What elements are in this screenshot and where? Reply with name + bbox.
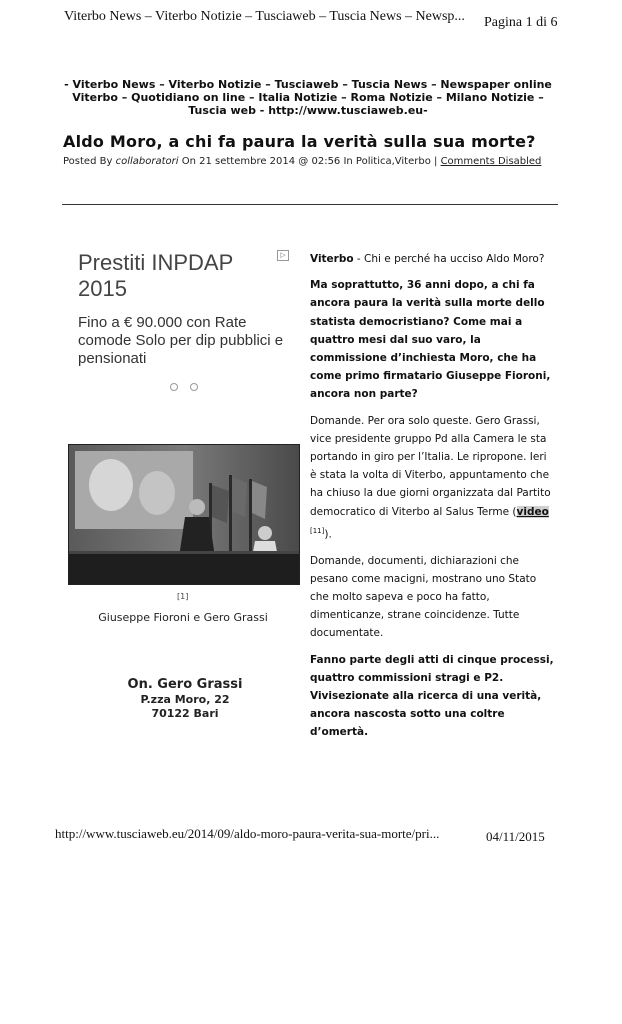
article-title: Aldo Moro, a chi fa paura la verità sulla sua morte? bbox=[63, 132, 536, 151]
paragraph bbox=[310, 250, 554, 268]
site-banner-line: Viterbo – Quotidiano on line – Italia Notizie – Roma Notizie – Milano Notizie – bbox=[72, 91, 544, 104]
print-header-page-number: Pagina 1 di 6 bbox=[484, 15, 558, 30]
dateline: Viterbo bbox=[310, 253, 354, 265]
ad-title-line[interactable]: 2015 bbox=[78, 276, 127, 301]
meta-posted-by: Posted By bbox=[63, 156, 113, 167]
video-ref: [11] bbox=[310, 526, 325, 535]
stamp-address bbox=[120, 693, 250, 721]
article-body bbox=[310, 250, 554, 750]
photo-ref: [1] bbox=[177, 592, 189, 601]
meta-author: collaboratori bbox=[115, 156, 179, 167]
paragraph bbox=[310, 412, 554, 544]
header-divider bbox=[62, 204, 558, 205]
site-banner-line: Tuscia web - http://www.tusciaweb.eu- bbox=[188, 104, 428, 117]
meta-date-category: On 21 settembre 2014 @ 02:56 In Politica,Viterbo | bbox=[181, 156, 438, 167]
advertisement[interactable] bbox=[70, 246, 292, 396]
print-footer-date: 04/11/2015 bbox=[486, 829, 545, 844]
ad-choices-icon[interactable]: ▷ bbox=[277, 250, 289, 261]
photo-caption: Giuseppe Fioroni e Gero Grassi bbox=[98, 611, 268, 624]
video-link[interactable]: video bbox=[516, 505, 549, 518]
ad-title[interactable] bbox=[78, 250, 233, 302]
address-stamp bbox=[120, 677, 250, 721]
print-header-title: Viterbo News – Viterbo Notizie – Tusciaweb – Tuscia News – Newsp... bbox=[64, 9, 465, 24]
stamp-address-line: 70122 Bari bbox=[151, 707, 219, 720]
paragraph: Domande, documenti, dichiarazioni che pesano come macigni, mostrano uno Stato che molto sapeva e poco ha fatto, dimenticanze, strane coincidenze. Tutte documentate. bbox=[310, 554, 537, 640]
paragraph: Fanno parte degli atti di cinque processi, quattro commissioni stragi e P2. Vivisezionate alla ricerca di una verità, ancora nascosta sotto una coltre d’omertà. bbox=[310, 653, 554, 739]
ad-pagination-dot[interactable] bbox=[190, 383, 198, 391]
stamp-name: On. Gero Grassi bbox=[127, 677, 243, 692]
article-meta bbox=[63, 156, 543, 168]
paragraph-text: - Chi e perché ha ucciso Aldo Moro? bbox=[353, 253, 545, 265]
ad-title-line[interactable]: Prestiti INPDAP bbox=[78, 250, 234, 275]
stamp-address-line: P.zza Moro, 22 bbox=[140, 693, 230, 706]
paragraph-text: ). bbox=[324, 528, 332, 541]
print-footer-url: http://www.tusciaweb.eu/2014/09/aldo-moro-paura-verita-sua-morte/pri... bbox=[55, 826, 440, 841]
ad-pagination bbox=[170, 376, 210, 395]
ad-text[interactable]: Fino a € 90.000 con Rate comode Solo per dip pubblici e pensionati bbox=[78, 314, 284, 367]
site-banner bbox=[58, 78, 558, 117]
conference-photo-image bbox=[69, 445, 299, 584]
paragraph-text: Domande. Per ora solo queste. Gero Grassi, vice presidente gruppo Pd alla Camera le sta portando in giro per l’Italia. Le ripropone. Ieri è stata la volta di Viterbo, appuntamento che ha chiuso la due giorni organizzata dal Partito democratico di Viterbo al Salus Terme bbox=[310, 414, 551, 518]
comments-link[interactable]: Comments Disabled bbox=[440, 156, 542, 167]
ad-pagination-dot[interactable] bbox=[170, 383, 178, 391]
paragraph-text: ( bbox=[509, 505, 517, 518]
article-photo bbox=[68, 444, 300, 585]
paragraph: Ma soprattutto, 36 anni dopo, a chi fa ancora paura la verità sulla morte dello statista democristiano? Come mai a quattro mesi dal suo varo, la commissione d’inchiesta Moro, che ha come primo firmatario Giuseppe Fioroni, ancora non parte? bbox=[310, 279, 551, 401]
site-banner-line: - Viterbo News – Viterbo Notizie – Tusciaweb – Tuscia News – Newspaper online bbox=[64, 78, 552, 91]
